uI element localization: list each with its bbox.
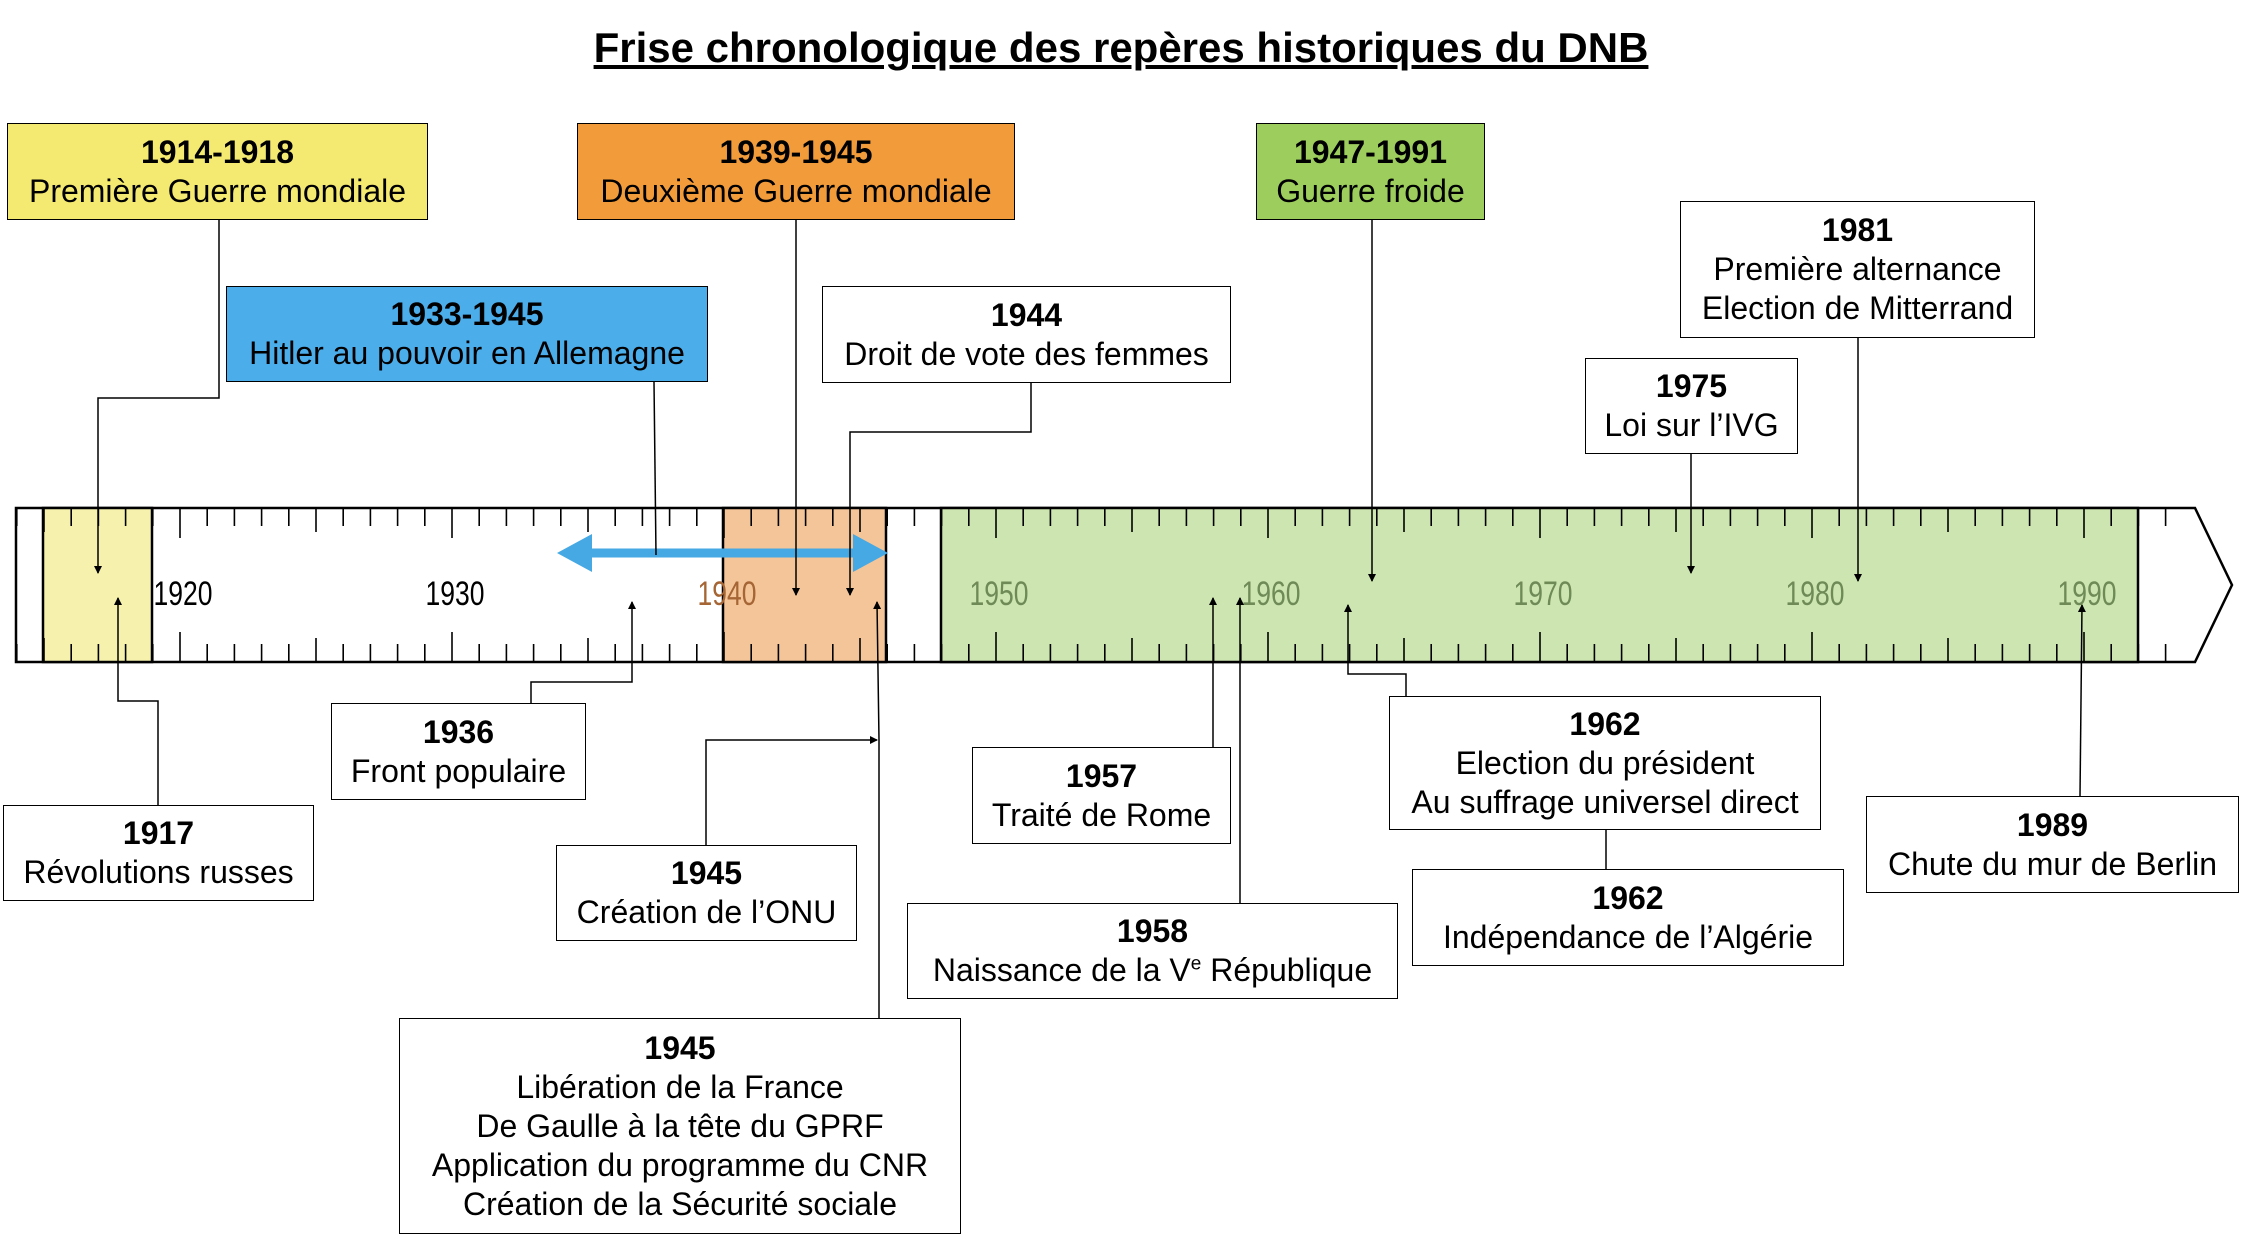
period-label: Première Guerre mondiale — [28, 172, 407, 209]
tick-label: 1970 — [1513, 574, 1573, 613]
period-box-ww2 — [577, 123, 1015, 220]
event-year: 1981 — [1821, 212, 1894, 248]
event-box-1958 — [907, 903, 1398, 999]
event-box-1962-election — [1389, 696, 1821, 830]
period-label: Hitler au pouvoir en Allemagne — [249, 335, 685, 371]
event-box-1945-liberation — [399, 1018, 961, 1234]
event-year: 1936 — [422, 713, 495, 750]
event-label: Libération de la France — [516, 1068, 844, 1105]
event-box-1917 — [3, 805, 314, 901]
event-label: Révolutions russes — [23, 854, 294, 890]
event-year: 1975 — [1655, 368, 1728, 404]
period-label: Deuxième Guerre mondiale — [600, 172, 992, 209]
tick-label: 1960 — [1241, 574, 1301, 613]
period-years: 1933-1945 — [390, 296, 544, 332]
event-label: Au suffrage universel direct — [1411, 783, 1799, 820]
event-box-1981 — [1680, 201, 2035, 338]
event-label: Traité de Rome — [991, 796, 1212, 833]
event-box-1944 — [822, 286, 1231, 383]
event-label: Election de Mitterrand — [1701, 290, 2014, 326]
period-box-cold-war — [1256, 123, 1485, 220]
period-years: 1914-1918 — [140, 133, 295, 170]
tick-label: 1950 — [969, 574, 1029, 613]
event-year: 1957 — [1065, 757, 1138, 794]
event-label — [933, 951, 1372, 990]
event-label: Création de l’ONU — [576, 894, 837, 930]
event-year: 1989 — [2016, 806, 2089, 843]
event-box-1989 — [1866, 796, 2239, 893]
period-label: Guerre froide — [1276, 172, 1465, 209]
event-label: De Gaulle à la tête du GPRF — [476, 1107, 884, 1144]
event-label: Première alternance — [1713, 251, 2002, 287]
event-label: Election du président — [1455, 744, 1755, 781]
connector-1945-liberation — [877, 602, 879, 1018]
event-label: Front populaire — [350, 752, 567, 789]
event-box-1945-onu — [556, 845, 857, 941]
period-years: 1947-1991 — [1293, 133, 1448, 170]
event-box-1975 — [1585, 358, 1798, 454]
event-label: Création de la Sécurité sociale — [462, 1185, 897, 1222]
event-label-text: Naissance de la V — [932, 952, 1191, 988]
event-label: Indépendance de l’Algérie — [1442, 918, 1814, 955]
tick-label: 1990 — [2057, 574, 2117, 613]
event-label: Chute du mur de Berlin — [1887, 845, 2218, 882]
event-year: 1958 — [1116, 913, 1189, 949]
tick-label: 1920 — [153, 574, 213, 613]
connector-1945-onu — [706, 740, 877, 845]
event-box-1936 — [331, 703, 586, 800]
event-label-superscript: e — [1190, 953, 1202, 975]
tick-label: 1940 — [697, 574, 757, 613]
event-year: 1962 — [1592, 879, 1664, 916]
event-box-1957 — [972, 747, 1231, 844]
event-label: Application du programme du CNR — [431, 1146, 929, 1183]
tick-label: 1930 — [425, 574, 485, 613]
event-year: 1962 — [1569, 705, 1641, 742]
period-box-hitler — [226, 286, 708, 382]
period-box-ww1 — [7, 123, 428, 220]
event-label: Loi sur l’IVG — [1604, 407, 1779, 443]
event-label: Droit de vote des femmes — [844, 335, 1209, 372]
event-year: 1945 — [644, 1029, 716, 1066]
period-years: 1939-1945 — [719, 133, 873, 170]
event-year: 1945 — [670, 855, 743, 891]
event-year: 1917 — [122, 815, 195, 851]
event-label-text: République — [1201, 952, 1373, 988]
event-year: 1944 — [990, 296, 1063, 333]
event-box-1962-algerie — [1412, 869, 1844, 966]
page-title: Frise chronologique des repères historiques du DNB — [593, 24, 1649, 71]
tick-label: 1980 — [1785, 574, 1845, 613]
